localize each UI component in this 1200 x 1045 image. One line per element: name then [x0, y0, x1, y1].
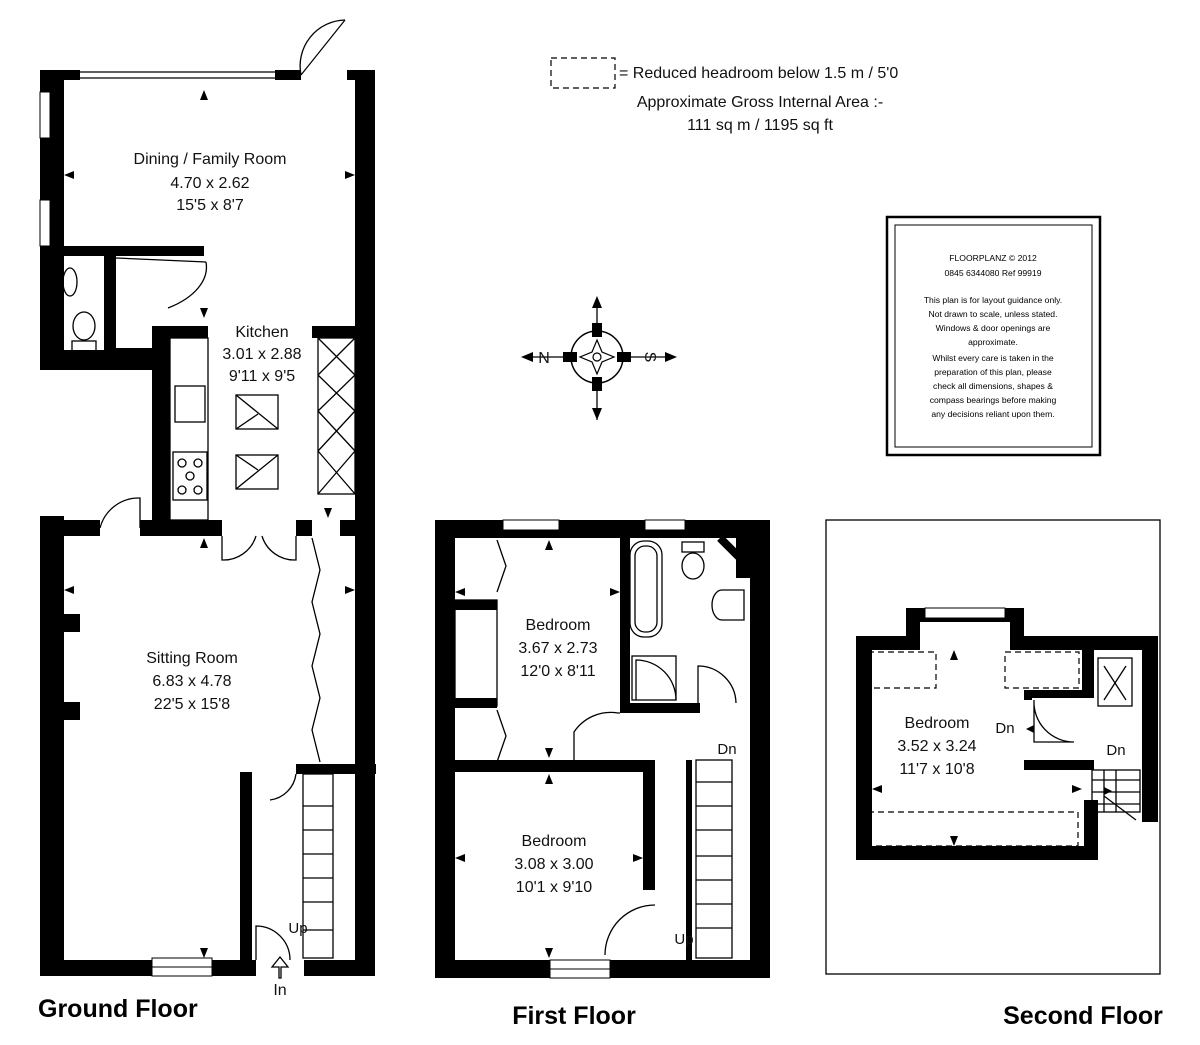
- compass-north-label: N: [538, 350, 550, 367]
- headroom-text: = Reduced headroom below 1.5 m / 5'0: [619, 65, 899, 82]
- room-imperial: 12'0 x 8'11: [520, 663, 596, 680]
- room-name: Dining / Family Room: [133, 151, 287, 168]
- floor-title: Ground Floor: [38, 995, 198, 1023]
- notice-line: This plan is for layout guidance only.: [923, 295, 1063, 305]
- entrance-label: In: [273, 982, 287, 999]
- room-metric: 3.52 x 3.24: [897, 738, 977, 755]
- room-name: Bedroom: [525, 617, 591, 634]
- notice-line: any decisions reliant upon them.: [931, 409, 1055, 419]
- stairs-down-label: Dn: [1106, 742, 1126, 759]
- room-metric: 3.67 x 2.73: [518, 640, 598, 657]
- stairs-up-label: Up: [674, 931, 694, 948]
- floor-title: Second Floor: [1003, 1002, 1163, 1030]
- headroom-swatch: [551, 58, 615, 88]
- area-value: 111 sq m / 1195 sq ft: [687, 117, 833, 134]
- compass-icon: [521, 296, 677, 420]
- notice-line: approximate.: [968, 337, 1018, 347]
- notice-company: FLOORPLANZ © 2012: [949, 253, 1037, 263]
- room-metric: 4.70 x 2.62: [170, 175, 250, 192]
- compass-south-label: S: [641, 351, 658, 363]
- room-metric: 3.01 x 2.88: [222, 346, 302, 363]
- notice-line: compass bearings before making: [929, 395, 1057, 405]
- area-title: Approximate Gross Internal Area :-: [636, 94, 884, 111]
- room-name: Bedroom: [904, 715, 970, 732]
- room-imperial: 10'1 x 9'10: [515, 879, 593, 896]
- stairs-down-label: Dn: [995, 720, 1015, 737]
- disclaimer-box: [887, 217, 1100, 455]
- stairs-down-label: Dn: [717, 741, 737, 758]
- room-name: Bedroom: [521, 833, 587, 850]
- floor-title: First Floor: [512, 1002, 636, 1030]
- notice-line: check all dimensions, shapes &: [933, 381, 1053, 391]
- room-imperial: 9'11 x 9'5: [228, 368, 296, 385]
- notice-line: Whilst every care is taken in the: [932, 353, 1054, 363]
- notice-line: Windows & door openings are: [935, 323, 1051, 333]
- room-metric: 6.83 x 4.78: [152, 673, 232, 690]
- room-imperial: 22'5 x 15'8: [153, 696, 231, 713]
- room-imperial: 15'5 x 8'7: [176, 197, 244, 214]
- notice-line: preparation of this plan, please: [934, 367, 1052, 377]
- room-name: Kitchen: [235, 324, 289, 341]
- legend: [551, 58, 898, 134]
- room-name: Sitting Room: [146, 650, 238, 667]
- notice-line: Not drawn to scale, unless stated.: [928, 309, 1058, 319]
- room-imperial: 11'7 x 10'8: [899, 761, 975, 778]
- stairs-up-label: Up: [288, 920, 308, 937]
- notice-phone-ref: 0845 6344080 Ref 99919: [944, 268, 1042, 278]
- room-metric: 3.08 x 3.00: [514, 856, 594, 873]
